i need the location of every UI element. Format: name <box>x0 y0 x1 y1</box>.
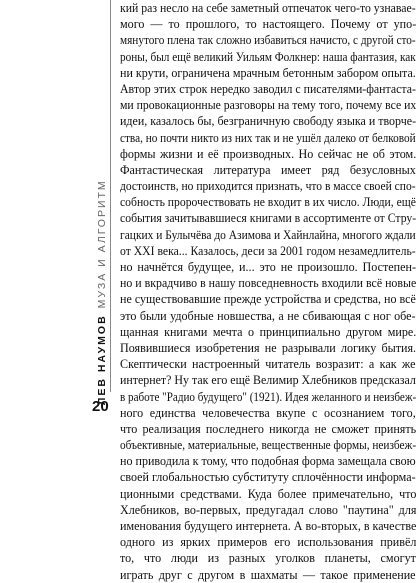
text-line: это были удобные новшества, а не сбивающая с ног обе- <box>120 308 416 323</box>
body-text <box>120 0 416 583</box>
text-line: события зачитывавшиеся книгами в ассортименте от Стру- <box>120 211 417 226</box>
text-line: Хлебников, во-первых, предугадал слово "паутина" для <box>120 502 417 517</box>
text-line: ционными средствами. Куда более примечательно, что <box>120 486 417 501</box>
text-line: в работе "Радио будущего" (1921). Идея желанного и неизбеж- <box>120 389 417 404</box>
text-line: но приводила к тому, что подобная форма замещала свою <box>120 454 416 469</box>
text-line: то, что люди из разных уголков планеты, смогут <box>120 551 416 566</box>
text-line: собность пророчествовать не входит в их число. Люди, ещё <box>120 195 416 210</box>
running-head <box>94 135 110 405</box>
margin-rule <box>110 0 111 392</box>
text-line: Автор этих строк нередко заводил с писателями-фантаста- <box>120 81 416 96</box>
text-line: одного из ярких примеров его использования привёл <box>120 535 417 550</box>
text-line: достоинств, но приходится признать, что в массе своей спо- <box>120 179 416 194</box>
text-line: роны, был ещё великий Уильям Фолкнер: наша фантазия, как <box>120 49 416 64</box>
text-line: ми провокационные разговоры на тему того, почему все их <box>120 98 417 113</box>
text-line: идеи, казалось бы, безграничную свободу языка и творче- <box>120 114 417 129</box>
text-line: кий раз несло на себе заметный отпечаток чего-то узнавае- <box>120 1 416 15</box>
text-line: объективные, материальные, вещественные формы, неизбеж- <box>120 438 417 453</box>
text-line: ного единства человечества вкупе с осознанием того, <box>120 405 416 420</box>
text-line: именования будущего интернета. А во-вторых, в качестве <box>120 519 417 533</box>
text-line: ства, но почти никто из них так и не ушёл далеко от белковой <box>120 130 416 145</box>
text-line: Появившиеся изобретения не разрывали логику бытия. <box>120 340 417 355</box>
text-line: от XXI века... Казалось, деси за 2001 годом незамедлитель- <box>120 243 416 258</box>
text-line: не существовавшие прежде устройства и средства, но всё <box>120 292 416 307</box>
text-line: но начнётся будущее, и... это не произошло. Постепен- <box>120 260 416 274</box>
text-line: мого — то прошлого, то настоящего. Почему от упо- <box>120 17 417 32</box>
text-line: щанная книгами мечта о принципиально другом мире. <box>120 324 417 339</box>
text-line: играть друг с другом в шахматы — такое применение <box>120 567 416 582</box>
text-line: но и вкрадчиво в нашу повседневность входили всё новые <box>120 276 417 291</box>
running-head-author: ЛЕВ НАУМОВ <box>96 314 108 405</box>
running-head-book-title: МУЗА И АЛГОРИТМ <box>96 179 108 309</box>
text-line: Фантастическая литература имеет ряд безусловных <box>120 162 416 177</box>
text-line: мянутого плена так сложно избавиться начисто, с другой сто- <box>120 33 416 48</box>
text-line: что реализация последнего никогда не сможет принять <box>120 421 417 436</box>
text-line: своей глобальностью субституту сплочённости информа- <box>120 470 416 485</box>
text-line: ни крути, ограничена мрачным бетонным забором опыта. <box>120 65 416 80</box>
text-line: Скептически настроенный читатель возразит: а как же <box>120 357 416 372</box>
text-line: формы жизни и её производных. Но сейчас не об этом. <box>120 146 417 161</box>
text-line: интернет? Ну так его ещё Велимир Хлебников предсказал <box>120 373 416 388</box>
page-number: 20 <box>92 398 109 415</box>
text-line: гацких и Булычёва до Азимова и Хайнлайна, многого ждали <box>120 227 416 242</box>
